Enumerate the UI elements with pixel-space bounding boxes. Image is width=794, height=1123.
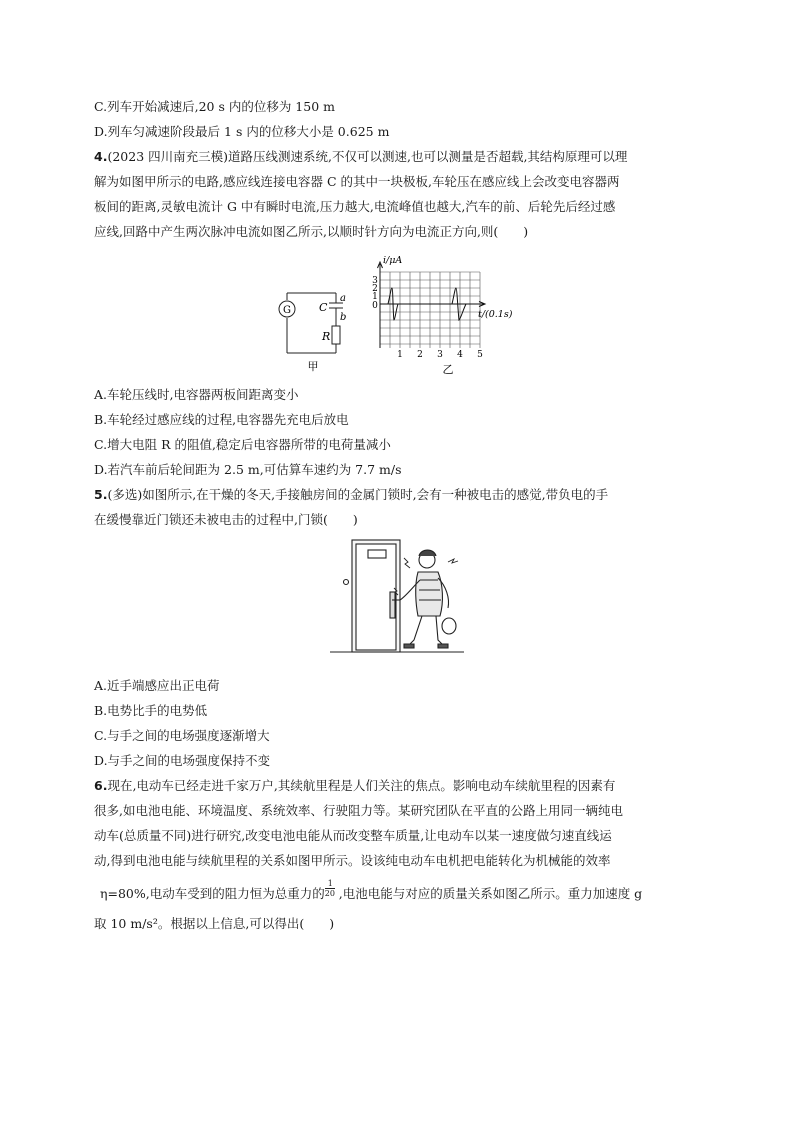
resistor-label: R <box>322 330 331 343</box>
q5-text: (多选)如图所示,在干燥的冬天,手接触房间的金属门锁时,会有一种被电击的感觉,带负电的手 <box>107 487 609 502</box>
q4-option-c: C.增大电阻 R 的阻值,稳定后电容器所带的电荷量减小 <box>94 437 391 452</box>
q4-stem-line2: 解为如图甲所示的电路,感应线连接电容器 C 的其中一块极板,车轮压在感应线上会改变电容器两 <box>94 174 620 189</box>
q5-stem-line1 <box>94 487 608 503</box>
q6-stem-line3: 动车(总质量不同)进行研究,改变电池电能从而改变整车质量,让电动车以某一速度做匀速直线运 <box>94 828 612 843</box>
y-tick-0: 0 <box>372 301 378 311</box>
fraction-denominator: 20 <box>324 889 335 898</box>
q5-option-b: B.电势比手的电势低 <box>94 703 208 718</box>
q4-text: (2023 四川南充三模)道路压线测速系统,不仅可以测速,也可以测量是否超载,其结构原理可以理 <box>107 149 628 164</box>
figure-caption-jia: 甲 <box>307 360 319 373</box>
q4-stem-line3: 板间的距离,灵敏电流计 G 中有瞬时电流,压力越大,电流峰值也越大,汽车的前、后轮先后经过感 <box>94 199 616 214</box>
efficiency-text: η=80%,电动车受到的阻力恒为总重力的 <box>100 886 325 901</box>
x-axis-label: t/(0.1s) <box>478 309 513 320</box>
q6-stem-line1 <box>94 778 615 794</box>
door-lock-illustration <box>326 536 468 656</box>
q5-stem-line2: 在缓慢靠近门锁还未被电击的过程中,门锁( ) <box>94 512 358 527</box>
q4-option-b: B.车轮经过感应线的过程,电容器先充电后放电 <box>94 412 349 427</box>
q6-text-continued: ,电池电能与对应的质量关系如图乙所示。重力加速度 g <box>338 886 643 901</box>
q4-stem-line1 <box>94 149 627 165</box>
q3-option-c: C.列车开始减速后,20 s 内的位移为 150 m <box>94 99 335 114</box>
galvanometer-label: G <box>283 305 291 316</box>
question-number: 5. <box>94 487 108 502</box>
x-tick-4: 4 <box>457 350 463 360</box>
figure-caption-yi: 乙 <box>442 363 454 376</box>
q6-stem-line2: 很多,如电池电能、环境温度、系统效率、行驶阻力等。某研究团队在平直的公路上用同一辆纯电 <box>94 803 623 818</box>
capacitor-label: C <box>319 301 328 314</box>
q4-option-d: D.若汽车前后轮间距为 2.5 m,可估算车速约为 7.7 m/s <box>94 462 402 477</box>
plate-b-label: b <box>340 312 347 323</box>
circuit-diagram-jia <box>270 280 360 375</box>
q6-text: 现在,电动车已经走进千家万户,其续航里程是人们关注的焦点。影响电动车续航里程的因素有 <box>107 778 616 793</box>
x-tick-5: 5 <box>477 350 483 360</box>
y-tick-2: 2 <box>372 284 378 294</box>
q5-option-d: D.与手之间的电场强度保持不变 <box>94 753 271 768</box>
plate-a-label: a <box>340 293 346 304</box>
current-time-graph-yi <box>366 252 526 377</box>
y-axis-label: i/μA <box>383 255 403 266</box>
y-tick-3: 3 <box>372 276 378 286</box>
x-tick-2: 2 <box>417 350 423 360</box>
question-number: 4. <box>94 149 108 164</box>
q4-stem-line4: 应线,回路中产生两次脉冲电流如图乙所示,以顺时针方向为电流正方向,则( ) <box>94 224 529 239</box>
fraction-numerator: 1 <box>327 879 333 888</box>
q6-stem-line4: 动,得到电池电能与续航里程的关系如图甲所示。设该纯电动车电机把电能转化为机械能的效率 <box>94 853 611 868</box>
q6-stem-line5 <box>100 879 643 902</box>
q3-option-d: D.列车匀减速阶段最后 1 s 内的位移大小是 0.625 m <box>94 124 390 139</box>
question-number: 6. <box>94 778 108 793</box>
x-tick-1: 1 <box>397 350 403 360</box>
q6-stem-line6: 取 10 m/s²。根据以上信息,可以得出( ) <box>94 916 335 931</box>
x-tick-3: 3 <box>437 350 443 360</box>
y-tick-1: 1 <box>372 292 378 302</box>
q5-option-c: C.与手之间的电场强度逐渐增大 <box>94 728 270 743</box>
q4-option-a: A.车轮压线时,电容器两板间距离变小 <box>94 387 299 402</box>
q5-option-a: A.近手端感应出正电荷 <box>94 678 220 693</box>
fraction <box>324 879 339 902</box>
